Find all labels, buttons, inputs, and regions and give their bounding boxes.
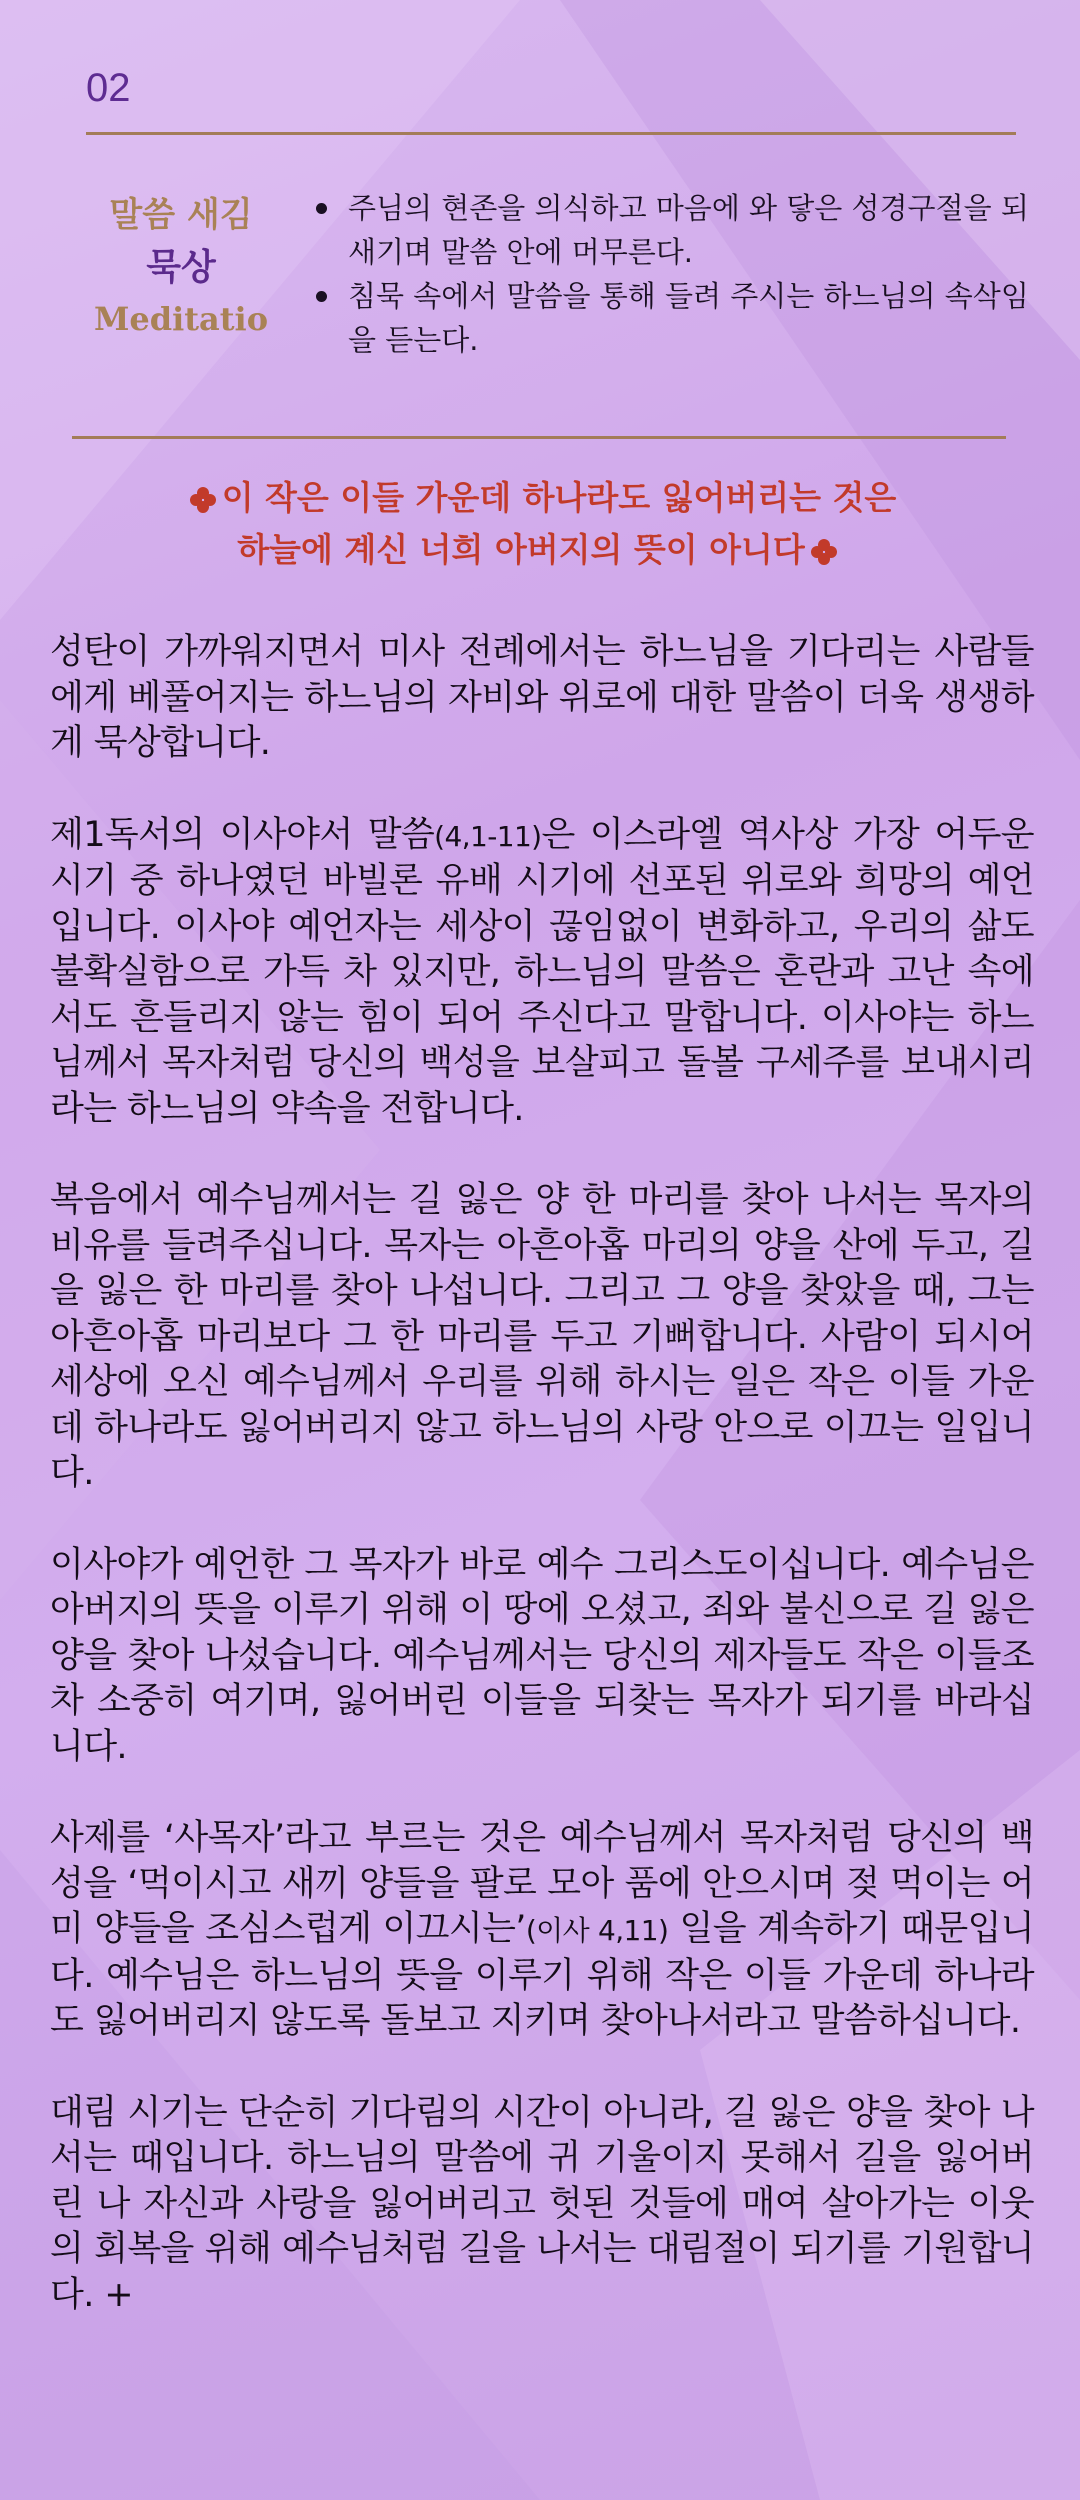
paragraph-6: 대림 시기는 단순히 기다림의 시간이 아니라, 길 잃은 양을 찾아 나서는 때입니다. 하느님의 말씀에 귀 기울이지 못해서 길을 잃어버린 나 자신과 사랑을 잃어버리고 헛된 것들에 매여 살아가는 이웃의 회복을 위해 예수님처럼 길을 나서는 대림절이 되기를 기원합니다. + [50,2092,1034,2315]
clover-icon [188,485,218,515]
paragraph-3: 복음에서 예수님께서는 길 잃은 양 한 마리를 찾아 나서는 목자의 비유를 들려주십니다. 목자는 아흔아홉 마리의 양을 산에 두고, 길을 잃은 한 마리를 찾아 나섭니다. 그리고 그 양을 찾았을 때, 그는 아흔아홉 마리보다 그 한 마리를 두고 기뻐합니다. 사람이 되시어 세상에 오신 예수님께서 우리를 위해 하시는 일은 작은 이들 가운데 하나라도 잃어버리지 않고 하느님의 사랑 안으로 이끄는 일입니다. [50,1180,1034,1493]
scripture-quote [0,472,1080,576]
instruction-item: 침묵 속에서 말씀을 통해 들려 주시는 하느님의 속삭임을 듣는다. [312,274,1032,362]
scripture-reference: (4,1-11) [434,819,542,853]
middle-divider [72,436,1006,439]
top-divider [86,132,1016,135]
instruction-list [312,186,1032,362]
meditatio-label [72,192,290,342]
scripture-reference: (이사 4,11) [525,1914,669,1947]
section-number: 02 [86,66,131,110]
paragraph-4: 이사야가 예언한 그 목자가 바로 예수 그리스도이십니다. 예수님은 아버지의 뜻을 이루기 위해 이 땅에 오셨고, 죄와 불신으로 길 잃은 양을 찾아 나섰습니다. 예수님께서는 당신의 제자들도 작은 이들조차 소중히 여기며, 잃어버린 이들을 되찾는 목자가 되기를 바라십니다. [50,1544,1034,1767]
quote-line-1: 이 작은 이들 가운데 하나라도 잃어버리는 것은 [0,472,1080,524]
paragraph-5: 사제를 ‘사목자’라고 부르는 것은 예수님께서 목자처럼 당신의 백성을 ‘먹이시고 새끼 양들을 팔로 모아 품에 안으시며 젖 먹이는 어미 양들을 조심스럽게 이끄시는’(이사 4,11) 일을 계속하기 때문입니다. 예수님은 하느님의 뜻을 이루기 위해 작은 이들 가운데 하나라도 잃어버리지 않도록 돌보고 지키며 찾아나서라고 말씀하십니다. [50,1818,1034,2041]
quote-line-2: 하늘에 계신 너희 아버지의 뜻이 아니다 [0,524,1080,576]
label-korean: 말씀 새김 [109,195,253,235]
paragraph-1: 성탄이 가까워지면서 미사 전례에서는 하느님을 기다리는 사람들에게 베풀어지는 하느님의 자비와 위로에 대한 말씀이 더욱 생생하게 묵상합니다. [50,632,1034,763]
instruction-item: 주님의 현존을 의식하고 마음에 와 닿은 성경구절을 되새기며 말씀 안에 머무른다. [312,186,1032,274]
reflection-body [50,630,1034,2364]
clover-icon [809,537,839,567]
paragraph-2: 제1독서의 이사야서 말씀(4,1-11)은 이스라엘 역사상 가장 어두운 시기 중 하나였던 바빌론 유배 시기에 선포된 위로와 희망의 예언입니다. 이사야 예언자는 세상이 끊임없이 변화하고, 우리의 삶도 불확실함으로 가득 차 있지만, 하느님의 말씀은 혼란과 고난 속에서도 흔들리지 않는 힘이 되어 주신다고 말합니다. 이사야는 하느님께서 목자처럼 당신의 백성을 보살피고 돌볼 구세주를 보내시리라는 하느님의 약속을 전합니다. [50,814,1034,1129]
label-main: 묵상 [146,246,216,288]
bullet-icon [316,203,327,214]
bullet-icon [316,291,327,302]
label-latin: Meditatio [93,300,269,338]
